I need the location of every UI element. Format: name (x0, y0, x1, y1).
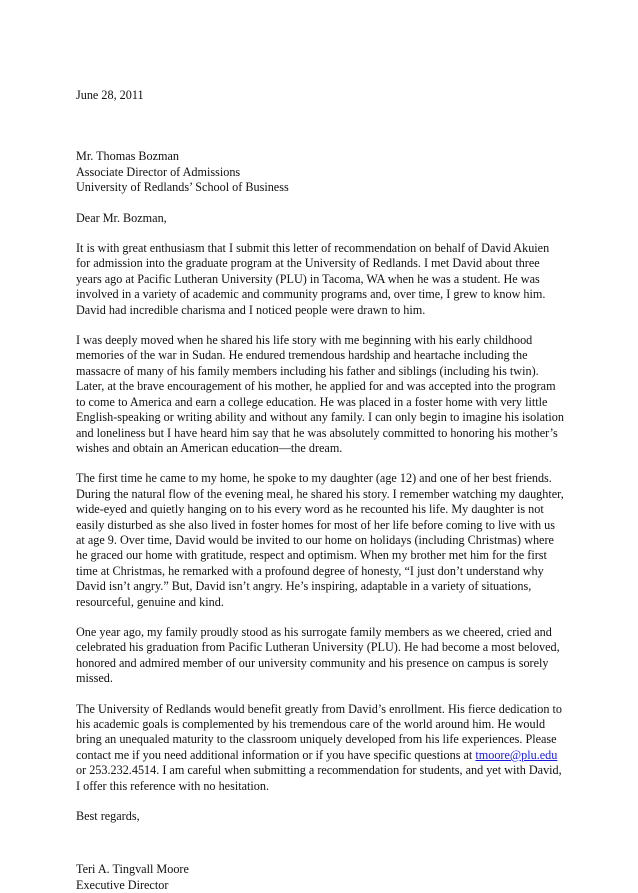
body-paragraph-4: One year ago, my family proudly stood as his surrogate family members as we cheered, cried and celebrated his graduation from Pacific Lutheran University (PLU). He had become a most beloved, honored and admired member of our university community and his presence on campus is sorely missed. (76, 624, 560, 686)
recipient-address (76, 149, 566, 195)
recipient-title: Associate Director of Admissions (76, 164, 241, 179)
body-paragraph-3: The first time he came to my home, he spoke to my daughter (age 12) and one of her best friends. During the natural flow of the evening meal, he shared his story. I remember watching my daughter, wide-eyed and quietly hanging on to his every word as he recounted his life. My daughter is not easily disturbed as she also lived in foster homes for most of her life before coming to live with us at age 9. Over time, David would be invited to our home on holidays (including Christmas) where he graced our home with gratitude, respect and optimism. When my brother met him for the first time at Christmas, he remarked with a profound degree of honesty, “I just don’t understand why David isn’t angry.” But, David isn’t angry. He’s inspiring, adaptable in a variety of situations, resourceful, genuine and kind. (76, 471, 564, 609)
recipient-organization: University of Redlands’ School of Business (76, 180, 289, 195)
signature-name: Teri A. Tingvall Moore (76, 862, 189, 877)
recipient-name: Mr. Thomas Bozman (76, 149, 180, 164)
salutation: Dear Mr. Bozman, (76, 210, 167, 225)
closing: Best regards, (76, 809, 140, 824)
signature-block (76, 862, 566, 893)
body-paragraph-1: It is with great enthusiasm that I submit this letter of recommendation on behalf of David Akuien for admission into the graduate program at the University of Redlands. I met David about three years ago at Pacific Lutheran University (PLU) in Tacoma, WA when he was a student. He was involved in a variety of academic and community programs and, over time, I grew to know him. David had incredible charisma and I noticed people were drawn to him. (76, 241, 550, 317)
body-paragraph-5 (76, 702, 566, 794)
letter-date: June 28, 2011 (76, 88, 144, 102)
email-link[interactable]: tmoore@plu.edu (475, 747, 558, 762)
body-paragraph-2: I was deeply moved when he shared his life story with me beginning with his early childhood memories of the war in Sudan. He endured tremendous hardship and heartache including the massacre of many of his family members including his father and siblings (including his twin). Later, at the brave encouragement of his mother, he applied for and was accepted into the program to come to America and earn a college education. He was placed in a foster home with very little English-speaking or writing ability and without any family. I can only begin to imagine his isolation and loneliness but I have heard him say that he was absolutely committed to honoring his mother’s wishes and obtain an American education—the dream. (76, 333, 564, 455)
paragraph-5-text-before: The University of Redlands would benefit greatly from David’s enrollment. His fierce dedication to his academic goals is complemented by his tremendous care of the world around him. He would bring an unequaled maturity to the classroom uniquely developed from his life experiences. Please contact me if you need additional information or if you have specific questions at (76, 701, 563, 762)
letter-page (76, 88, 566, 893)
signature-title: Executive Director (76, 877, 169, 892)
paragraph-5-text-after: or 253.232.4514. I am careful when submitting a recommendation for students, and yet with David, I offer this reference with no hesitation. (76, 763, 562, 793)
